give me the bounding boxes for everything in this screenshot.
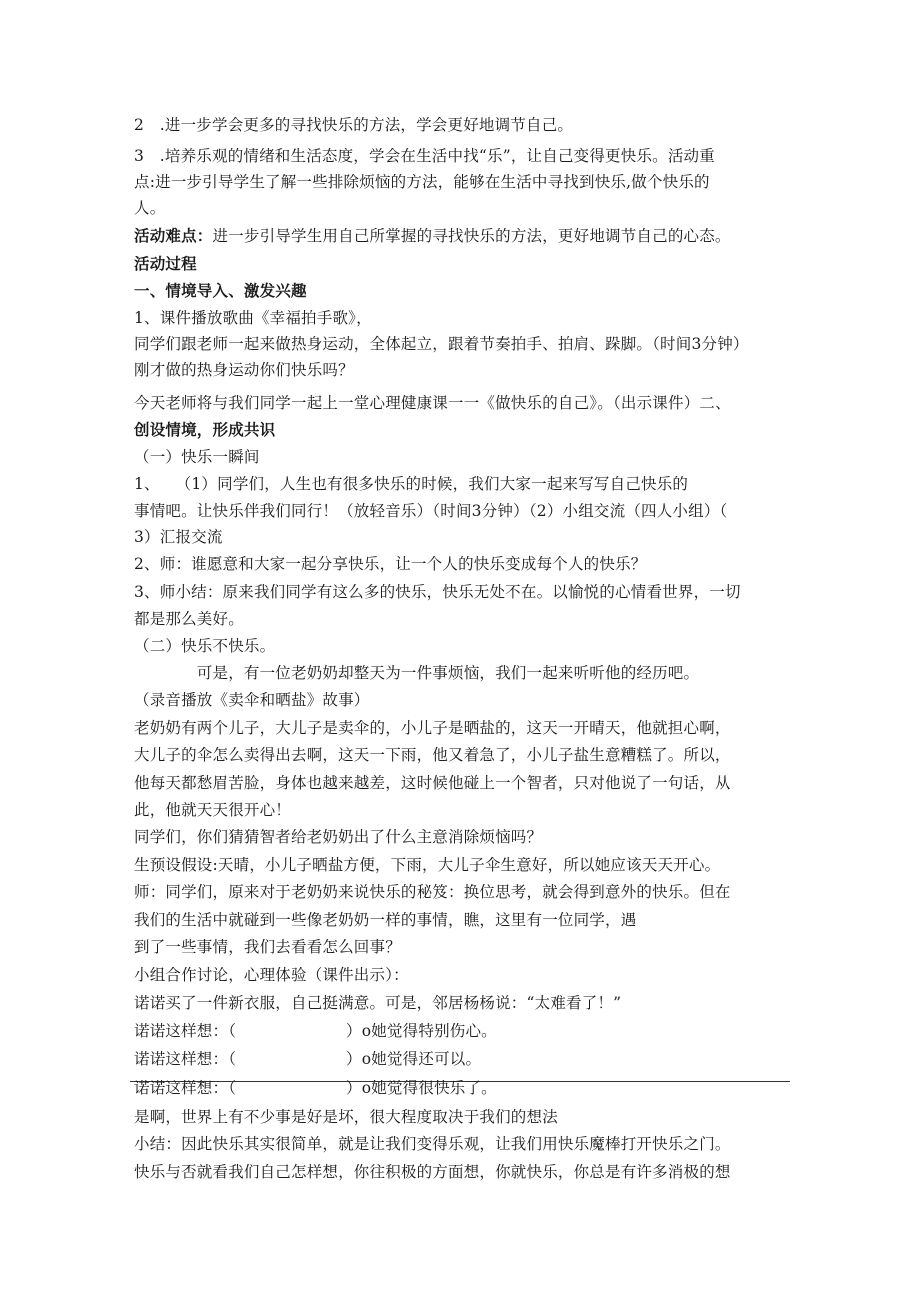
activity-difficulty <box>134 226 804 246</box>
scenario-blank-1: 诺诺这样想：（ ）o她觉得特别伤心。 <box>134 1022 497 1040</box>
difficulty-label: 活动难点： <box>134 226 213 245</box>
paragraph-line: 同学们，你们猜猜智者给老奶奶出了什么主意消除烦恼吗？ <box>134 828 543 846</box>
paragraph-line: 是啊，世界上有不少事是好是坏，很大程度取决于我们的想法 <box>134 1108 558 1126</box>
scenario-line: 诺诺买了一件新衣服，自己挺满意。可是，邻居杨杨说：“太难看了！” <box>134 994 622 1012</box>
key-points-end: 人。 <box>134 199 166 217</box>
scenario-blank-3: 诺诺这样想：（ ）o她觉得很快乐了。 <box>134 1079 497 1097</box>
key-points: 点:进一步引导学生了解一些排除烦恼的方法，能够在生活中寻找到快乐,做个快乐的 <box>134 173 710 191</box>
subheading-1: （一）快乐一瞬间 <box>134 448 260 466</box>
difficulty-text: 进一步引导学生用自己所掌握的寻找快乐的方法，更好地调节自己的心态。 <box>212 227 731 245</box>
paragraph-line: 3、师小结：原来我们同学有这么多的快乐，快乐无处不在。以愉悦的心情看世界，一切 <box>134 583 741 601</box>
heading-section-1: 一、情境导入、激发兴趣 <box>134 281 307 300</box>
story-line: 此，他就天天很开心！ <box>134 801 292 819</box>
paragraph-line: 同学们跟老师一起来做热身运动，全体起立，跟着节奏拍手、拍肩、跺脚。（时间3分钟） <box>134 335 749 353</box>
paragraph-line: 小组合作讨论，心理体验（课件出示）： <box>134 966 409 984</box>
paragraph-line: 1、课件播放歌曲《幸福拍手歌》， <box>134 309 372 327</box>
goal-3: 3 .培养乐观的情绪和生活态度，学会在生活中找“乐”，让自己变得更快乐。活动重 <box>134 147 715 165</box>
paragraph-line: 3）汇报交流 <box>134 528 223 546</box>
story-line: 老奶奶有两个儿子，大儿子是卖伞的，小儿子是晒盐的，这天一开晴天，他就担心啊， <box>134 719 731 737</box>
heading-section-2: 创设情境，形成共识 <box>134 420 276 439</box>
paragraph-line: 生预设假设:天晴，小儿子晒盐方便，下雨，大儿子伞生意好，所以她应该天天开心。 <box>134 856 721 874</box>
subheading-2: （二）快乐不快乐。 <box>134 637 276 655</box>
paragraph-line: 今天老师将与我们同学一起上一堂心理健康课一一《做快乐的自己》。（出示课件）二、 <box>134 394 731 412</box>
paragraph-line: 到了一些事情，我们去看看怎么回事？ <box>134 938 401 956</box>
story-line: 大儿子的伞怎么卖得出去啊，这天一下雨，他又着急了，小儿子盐生意糟糕了。所以， <box>134 746 731 764</box>
paragraph-line: （录音播放《卖伞和晒盐》故事） <box>134 691 370 709</box>
paragraph-line: 师：同学们，原来对于老奶奶来说快乐的秘笈：换位思考，就会得到意外的快乐。但在 <box>134 883 731 901</box>
paragraph-line: 2、师：谁愿意和大家一起分享快乐，让一个人的快乐变成每个人的快乐？ <box>134 555 647 573</box>
paragraph-line: 事情吧。让快乐伴我们同行！（放轻音乐）（时间3分钟）（2）小组交流（四人小组）（ <box>134 502 728 520</box>
summary-line: 快乐与否就看我们自己怎样想，你往积极的方面想，你就快乐，你总是有许多消极的想 <box>134 1163 731 1181</box>
summary-line: 小结：因此快乐其实很简单，就是让我们变得乐观，让我们用快乐魔棒打开快乐之门。 <box>134 1135 731 1153</box>
paragraph-line: 可是，有一位老奶奶却整天为一件事烦恼，我们一起来听听他的经历吧。 <box>134 664 700 682</box>
goal-2: 2 .进一步学会更多的寻找快乐的方法，学会更好地调节自己。 <box>134 116 574 134</box>
story-line: 他每天都愁眉苦脸，身体也越来越差，这时候他碰上一个智者，只对他说了一句话，从 <box>134 774 731 792</box>
scenario-blank-2: 诺诺这样想：（ ）o她觉得还可以。 <box>134 1050 482 1068</box>
paragraph-line: 都是那么美好。 <box>134 610 244 628</box>
paragraph-line: 我们的生活中就碰到一些像老奶奶一样的事情，瞧，这里有一位同学，遇 <box>134 911 637 929</box>
paragraph-line: 刚才做的热身运动你们快乐吗？ <box>134 361 354 379</box>
paragraph-line: 1、 （1）同学们，人生也有很多快乐的时候，我们大家一起来写写自己快乐的 <box>134 475 689 493</box>
heading-process: 活动过程 <box>134 254 197 273</box>
